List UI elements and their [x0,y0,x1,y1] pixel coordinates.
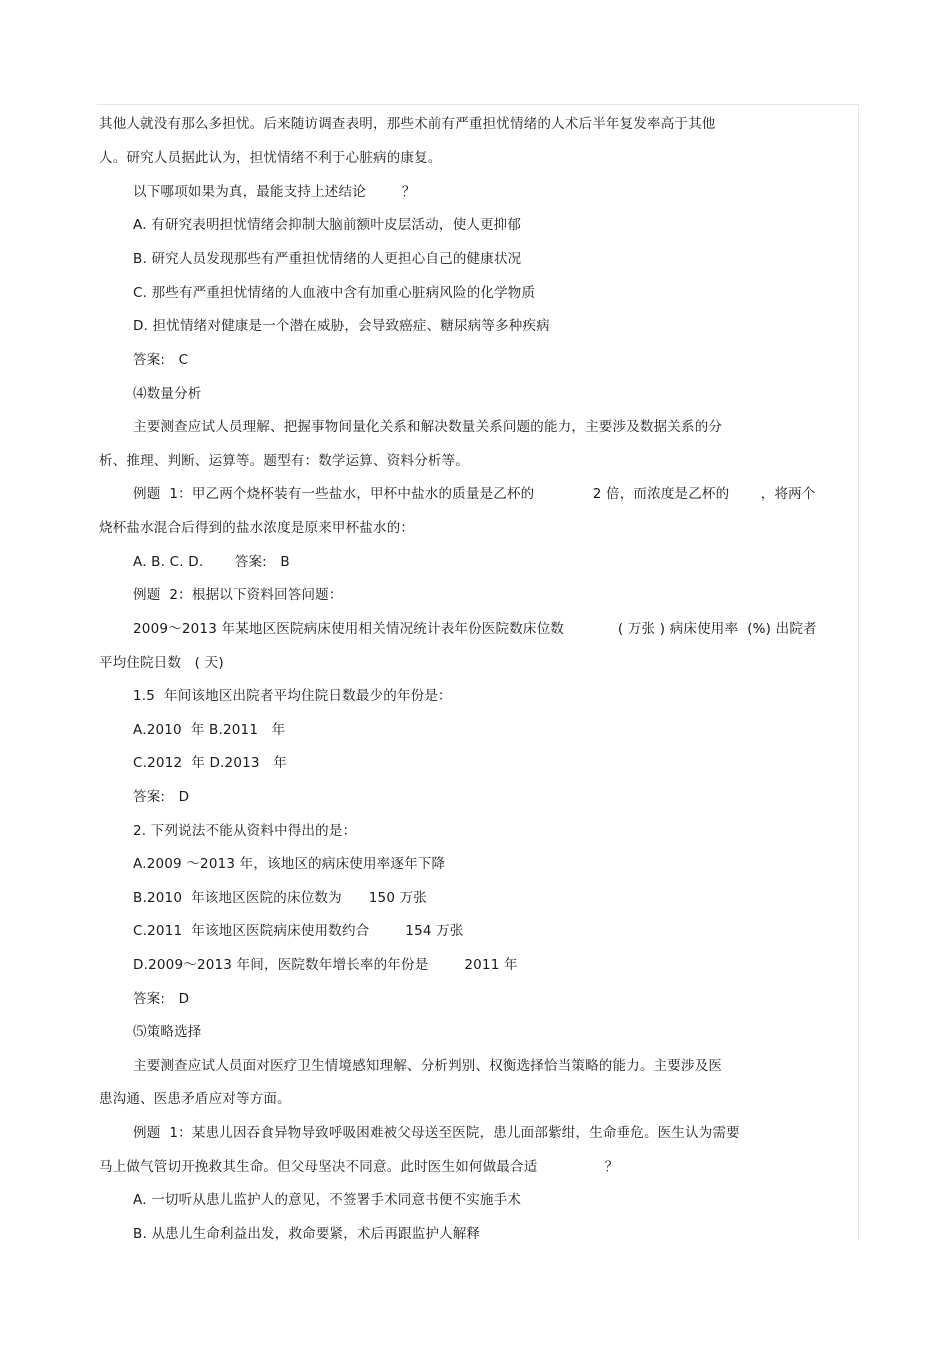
paragraph-line: 其他人就没有那么多担忧。后来随访调查表明，那些术前有严重担忧情绪的人术后半年复发率高于其他 [99,116,716,132]
paragraph-line: 2009～2013 年某地区医院病床使用相关情况统计表年份医院数床位数 ( 万张 ) 病床使用率 (%) 出院者 [133,621,817,637]
section-heading: ⑷数量分析 [133,386,202,402]
option-d: D. 担忧情绪对健康是一个潜在威胁，会导致癌症、糖尿病等多种疾病 [133,318,550,334]
option-b: B.2010 年该地区医院的床位数为 150 万张 [133,890,427,906]
option-a: A.2009 ～2013 年，该地区的病床使用率逐年下降 [133,856,446,872]
answer: 答案: D [133,991,190,1007]
option-d: D.2009～2013 年间，医院数年增长率的年份是 2011 年 [133,957,518,973]
option-c: C.2011 年该地区医院病床使用数约合 154 万张 [133,923,464,939]
paragraph-line: 人。研究人员据此认为，担忧情绪不利于心脏病的康复。 [99,150,442,166]
question-prompt: 2. 下列说法不能从资料中得出的是： [133,823,357,839]
option-a: A. 一切听从患儿监护人的意见，不签署手术同意书便不实施手术 [133,1192,522,1208]
answer: 答案: C [133,352,189,368]
paragraph-line: 烧杯盐水混合后得到的盐水浓度是原来甲杯盐水的： [99,520,415,536]
option-b: B. 研究人员发现那些有严重担忧情绪的人更担心自己的健康状况 [133,251,522,267]
paragraph-line: 析、推理、判断、运算等。题型有：数学运算、资料分析等。 [99,453,469,469]
paragraph-line: 主要测查应试人员理解、把握事物间量化关系和解决数量关系问题的能力，主要涉及数据关系的分 [133,419,723,435]
example-question: 例题 2：根据以下资料回答问题： [133,587,343,603]
option-a: A. 有研究表明担忧情绪会抑制大脑前额叶皮层活动，使人更抑郁 [133,217,522,233]
section-heading: ⑸策略选择 [133,1024,202,1040]
question-prompt: 以下哪项如果为真，最能支持上述结论 ？ [133,184,416,200]
options-and-answer: A. B. C. D. 答案: B [133,554,290,570]
paragraph-line: 主要测查应试人员面对医疗卫生情境感知理解、分析判别、权衡选择恰当策略的能力。主要涉及医 [133,1058,723,1074]
paragraph-line: 平均住院日数 ( 天) [99,655,224,671]
option-line: A.2010 年 B.2011 年 [133,722,286,738]
option-line: C.2012 年 D.2013 年 [133,755,287,771]
answer: 答案: D [133,789,190,805]
question-prompt: 1.5 年间该地区出院者平均住院日数最少的年份是： [133,688,452,704]
example-question: 例题 1：某患儿因吞食异物导致呼吸困难被父母送至医院，患儿面部紫绀，生命垂危。医生认为需要 [133,1125,740,1141]
paragraph-line: 患沟通、医患矛盾应对等方面。 [99,1091,291,1107]
option-b: B. 从患儿生命利益出发，救命要紧，术后再跟监护人解释 [133,1226,481,1242]
option-c: C. 那些有严重担忧情绪的人血液中含有加重心脏病风险的化学物质 [133,285,536,301]
paragraph-line: 马上做气管切开挽救其生命。但父母坚决不同意。此时医生如何做最合适 ？ [99,1159,619,1175]
example-question: 例题 1：甲乙两个烧杯装有一些盐水，甲杯中盐水的质量是乙杯的 2 倍，而浓度是乙杯的 ，将两个 [133,486,816,502]
